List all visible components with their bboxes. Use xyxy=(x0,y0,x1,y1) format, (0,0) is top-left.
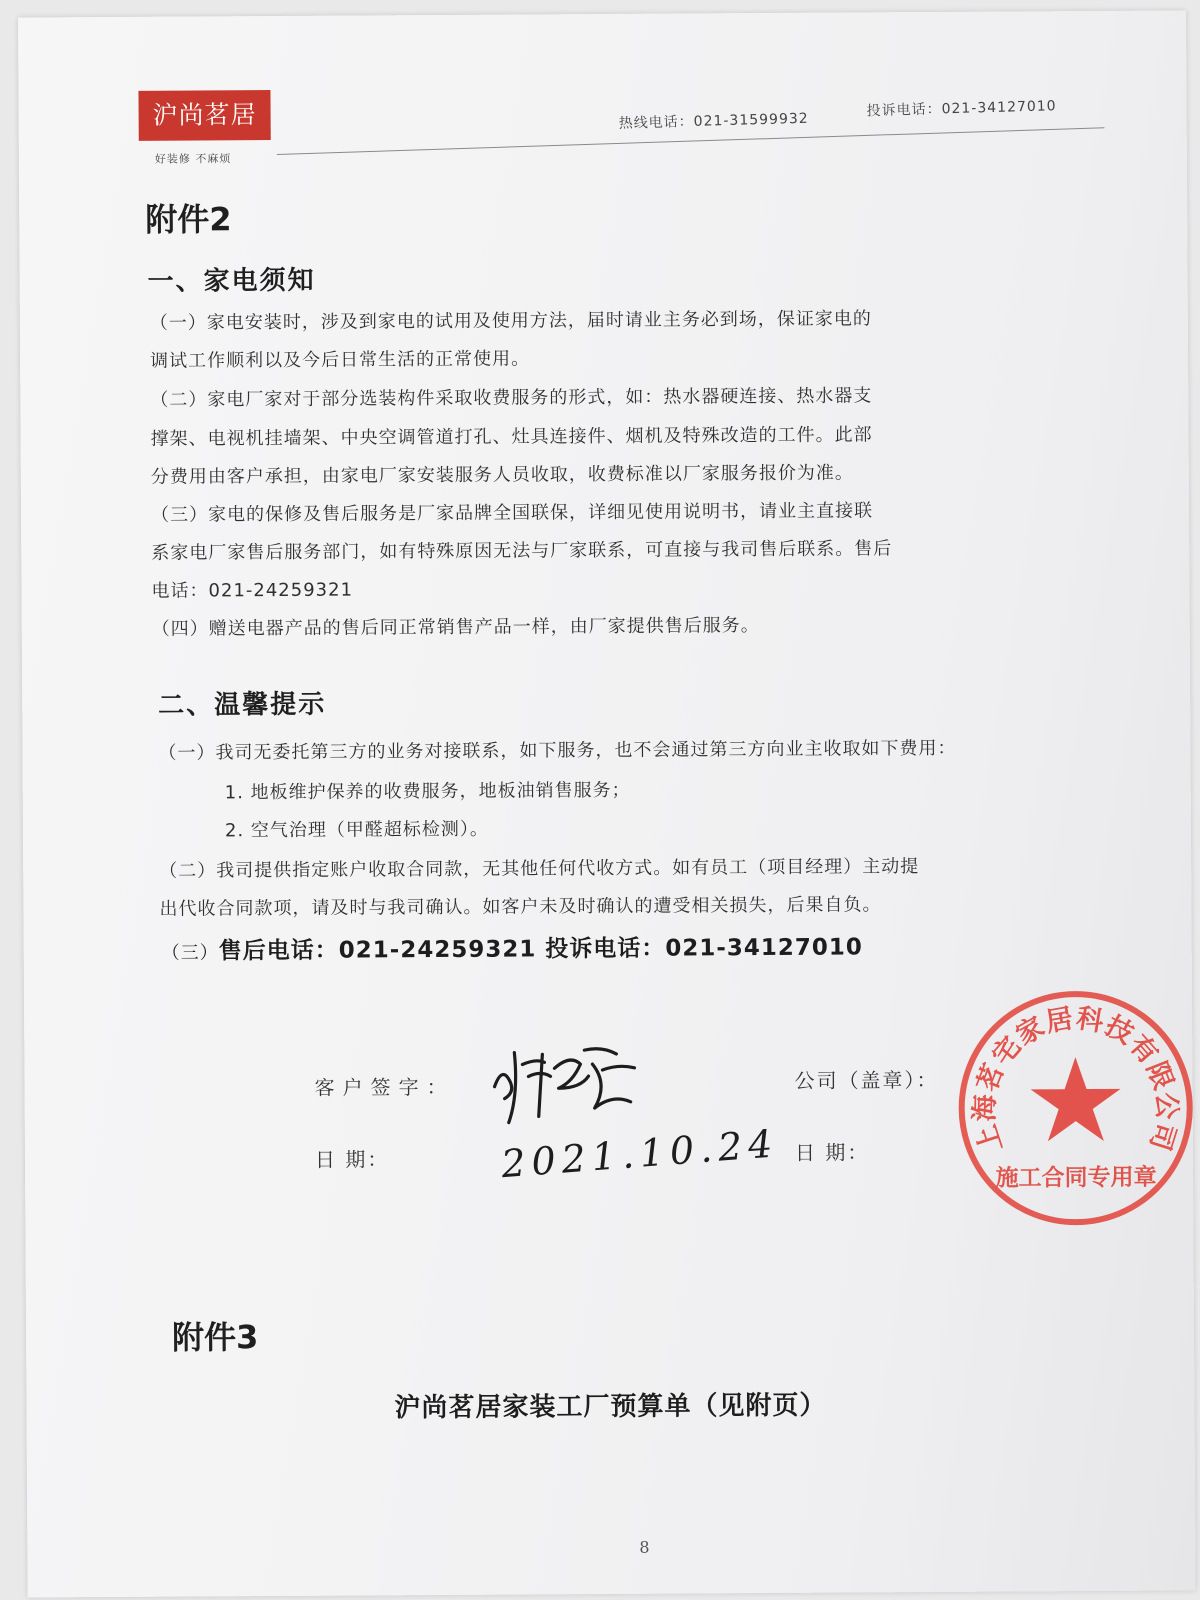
section2-line-3: 2. 空气治理（甲醛超标检测）。 xyxy=(224,818,489,842)
attachment3-title: 附件3 xyxy=(171,1318,259,1357)
company-seal-label: 公司（盖章）： xyxy=(794,1067,939,1093)
customer-sign-label: 客户签字： xyxy=(314,1074,455,1100)
section2-line-4: （二）我司提供指定账户收取合同款，无其他任何代收方式。如有员工（项目经理）主动提 xyxy=(159,856,920,882)
section1-line-2: 调试工作顺利以及今后日常生活的正常使用。 xyxy=(150,348,531,372)
page-number: 8 xyxy=(639,1537,650,1557)
document-page xyxy=(18,10,1196,1597)
section1-title: 一、家电须知 xyxy=(147,265,316,297)
section2-line-2: 1. 地板维护保养的收费服务，地板油销售服务； xyxy=(224,779,631,804)
item3-lead: （三） xyxy=(161,942,219,964)
item3-phones: 售后电话：021-24259321 投诉电话：021-34127010 xyxy=(218,934,863,965)
section2-line-1: （一）我司无委托第三方的业务对接联系，如下服务，也不会通过第三方向业主收取如下费用： xyxy=(158,737,957,764)
date-label-right: 日 期： xyxy=(794,1140,870,1165)
date-label-left: 日 期： xyxy=(314,1147,390,1172)
svg-text:施工合同专用章: 施工合同专用章 xyxy=(995,1164,1157,1192)
brand-logo: 沪尚茗居 xyxy=(138,90,270,141)
svg-text:上海茗宅家居科技有限公司: 上海茗宅家居科技有限公司 xyxy=(969,1002,1183,1157)
budget-sheet-title: 沪尚茗居家装工厂预算单（见附页） xyxy=(394,1390,827,1424)
section1-line-3: （二）家电厂家对于部分选装构件采取收费服务的形式，如：热水器硬连接、热水器支 xyxy=(150,385,873,411)
handwritten-date: 2021.10.24 xyxy=(499,1121,780,1187)
section1-line-6: （三）家电的保修及售后服务是厂家品牌全国联保，详细见使用说明书，请业主直接联 xyxy=(150,500,874,526)
hotline-phone: 热线电话：021-31599932 xyxy=(618,110,809,132)
brand-slogan: 好装修 不麻烦 xyxy=(154,152,232,166)
attachment2-title: 附件2 xyxy=(145,200,232,239)
after-sales-contacts xyxy=(162,928,863,965)
header-divider xyxy=(277,127,1105,155)
section1-line-7: 系家电厂家售后服务部门，如有特殊原因无法与厂家联系，可直接与我司售后联系。售后 xyxy=(151,538,893,564)
section1-line-5: 分费用由客户承担，由家电厂家安装服务人员收取，收费标准以厂家服务报价为准。 xyxy=(150,462,854,488)
company-seal-stamp xyxy=(952,984,1199,1231)
section2-title: 二、温馨提示 xyxy=(158,689,327,721)
complaint-phone: 投诉电话：021-34127010 xyxy=(866,98,1057,120)
section1-line-1: （一）家电安装时，涉及到家电的试用及使用方法，届时请业主务必到场，保证家电的 xyxy=(149,308,872,334)
customer-signature xyxy=(484,1024,645,1125)
section2-line-5: 出代收合同款项，请及时与我司确认。如客户未及时确认的遭受相关损失，后果自负。 xyxy=(159,894,882,920)
section1-line-8: 电话：021-24259321 xyxy=(151,579,354,602)
section1-line-9: （四）赠送电器产品的售后同正常销售产品一样，由厂家提供售后服务。 xyxy=(151,615,760,640)
section1-line-4: 撑架、电视机挂墙架、中央空调管道打孔、灶具连接件、烟机及特殊改造的工件。此部 xyxy=(150,424,873,450)
